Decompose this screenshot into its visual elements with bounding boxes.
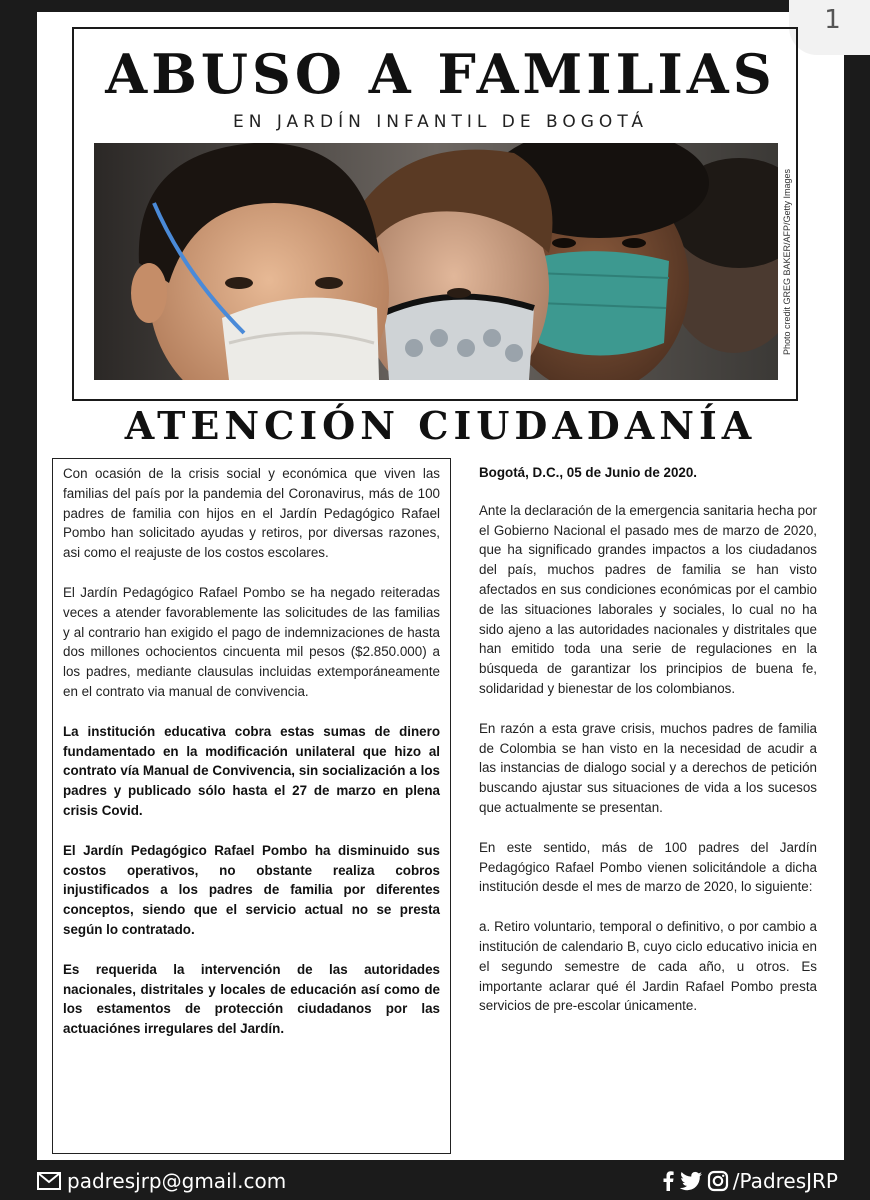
footer-bar [0,1162,870,1200]
section-heading: ATENCIÓN CIUDADANÍA [124,403,757,448]
left-paragraph-1: Con ocasión de la crisis social y económica que viven las familias del país por la pandemia del Coronavirus, más de 100 padres de familia con hijos en el Jardín Pedagógico Rafael Pombo han solicitado ayudas y retiros, por diversas razones, asi como el reajuste de los costos escolares. [63,466,440,561]
footer-email[interactable] [37,1169,286,1193]
letter-date: Bogotá, D.C., 05 de Junio de 2020. [479,465,698,480]
children-masks-photo [94,143,778,380]
email-address[interactable]: padresjrp@gmail.com [67,1169,287,1193]
instagram-icon[interactable] [707,1170,729,1192]
left-paragraph-4: El Jardín Pedagógico Rafael Pombo ha disminuido sus costos operativos, no obstante realiza cobros injustificados a los padres de familia por diferentes conceptos, siendo que el servicio actual no se presta según lo contratado. [63,842,440,937]
right-column [479,463,817,1036]
page-title: ABUSO A FAMILIAS [105,42,776,106]
page-subtitle: EN JARDÍN INFANTIL DE BOGOTÁ [232,112,649,132]
right-paragraph-1: Ante la declaración de la emergencia sanitaria hecha por el Gobierno Nacional el pasado mes de marzo de 2020, que ha significado grandes impactos a los ciudadanos del país, muchos padres de familia se han visto afectados en sus condiciones económicas por el cambio de las situaciones laborales y sociales, lo cual no ha sido ajeno a las autoridades nacionales y distritales que han emitido toda una serie de regulaciones en la búsqueda de garantizar los principios de buena fe, solidaridad y bienestar de los colombianos. [479,502,817,696]
social-handle[interactable]: /PadresJRP [732,1169,838,1193]
photo-credit [780,143,794,380]
facebook-icon[interactable] [661,1171,675,1191]
right-paragraph-4: a. Retiro voluntario, temporal o definitivo, o por cambio a institución de calendario B, cuyo ciclo educativo inicia en el segundo semestre de cada año, u otros. Es importante aclarar qué él Jardin Rafael Pombo presta servicios de pre-escolar únicamente. [479,919,817,1014]
photo-illustration [94,143,778,380]
twitter-icon[interactable] [679,1171,703,1191]
page-number: 1 [824,5,841,35]
right-paragraph-2: En razón a esta grave crisis, muchos padres de familia de Colombia se han visto en la necesidad de acudir a las instancias de dialogo social y a derechos de petición buscando ajustar sus situaciones de vida a los sucesos que actualmente se presentan. [479,720,817,815]
footer-social[interactable] [661,1169,838,1193]
left-paragraph-2: El Jardín Pedagógico Rafael Pombo se ha negado reiteradas veces a atender favorablemente las solicitudes de las familias y al contrario han exigido el pago de indemnizaciones de hasta dos millones ochocientos cincuenta mil pesos ($2.850.000) a los padres, mediante clausulas incluidas extemporáneamente en el contrato via manual de convivencia. [63,584,440,699]
photo-credit-text: Photo credit GREG BAKER/AFP/Getty Images [782,168,792,355]
left-column-box [52,458,451,1154]
right-paragraph-3: En este sentido, más de 100 padres del Jardín Pedagógico Rafael Pombo vienen solicitándole a dicha institución desde el mes de marzo de 2020, lo siguiente: [479,839,817,895]
left-paragraph-5: Es requerida la intervención de las autoridades nacionales, distritales y locales de educación así como de los estamentos de protección ciudadanos por las actuaciónes irregulares del Jardín. [63,961,440,1037]
left-paragraph-3: La institución educativa cobra estas sumas de dinero fundamentado en la modificación unilateral que hizo al contrato vía Manual de Convivencia, sin socialización a los padres y publicado sólo hasta el 27 de marzo en plena crisis Covid. [63,723,440,818]
envelope-icon [37,1172,61,1190]
